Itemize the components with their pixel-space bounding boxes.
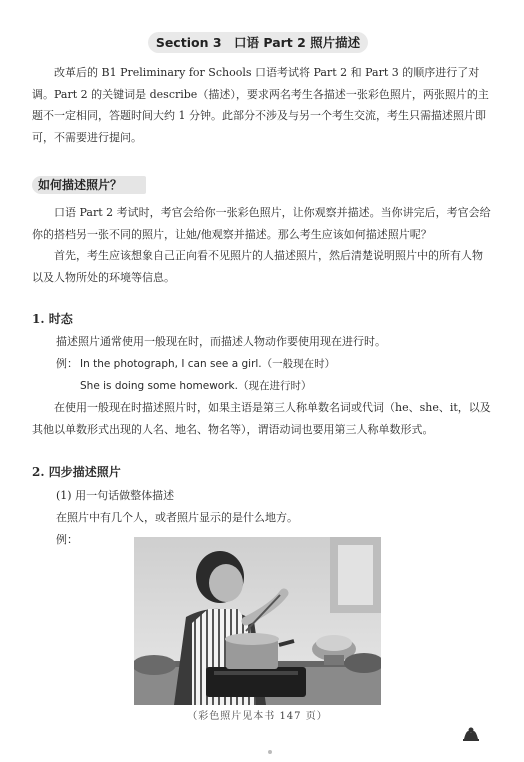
example-sentence-2: She is doing some homework.（现在进行时） [80,380,312,392]
step-1-heading: (1) 用一句话做整体描述 [56,489,175,502]
how-to-describe-heading: 如何描述照片？ [32,176,146,194]
tense-paragraph: 在使用一般现在时描述照片时，如果主语是第三人称单数名词或代词（he、she、it，以及其他以单数形式出现的人名、地名、物名等），谓语动词也要用第三人称单数形式。 [32,401,491,436]
page-marker [268,750,272,754]
example-label: 例： [56,357,78,370]
section-title: Section 3 口语 Part 2 照片描述 [148,32,368,53]
four-steps-heading: 2. 四步描述照片 [32,465,121,479]
how-paragraph-2: 首先，考生应该想象自己正向看不见照片的人描述照片，然后清楚说明照片中的所有人物以及人物所处的环境等信息。 [32,249,483,284]
cooking-girl-photo [134,537,381,705]
tense-heading: 1. 时态 [32,312,73,326]
step-1-line: 在照片中有几个人，或者照片显示的是什么地方。 [56,511,298,524]
publisher-logo-icon [461,724,481,742]
example-sentence-1: In the photograph, I can see a girl.（一般现在时） [80,358,336,370]
step-example-label: 例： [56,533,78,546]
how-paragraph-1: 口语 Part 2 考试时，考官会给你一张彩色照片，让你观察并描述。当你讲完后，考官会给你的搭档另一张不同的照片，让她/他观察并描述。那么考生应该如何描述照片呢？ [32,206,491,241]
intro-paragraph: 改革后的 B1 Preliminary for Schools 口语考试将 Part 2 和 Part 3 的顺序进行了对调。Part 2 的关键词是 describe（描述），要求两名考生各描述一张彩色照片，两张照片的主题不一定相同，答题时间大约 1 分钟。此部分不涉及与另一个考生交流，考生只需描述照片即可，不需要进行提问。 [32,66,489,144]
tense-line-1: 描述照片通常使用一般现在时，而描述人物动作要使用现在进行时。 [56,335,386,348]
photo-caption: （彩色照片见本书 147 页） [187,711,328,722]
